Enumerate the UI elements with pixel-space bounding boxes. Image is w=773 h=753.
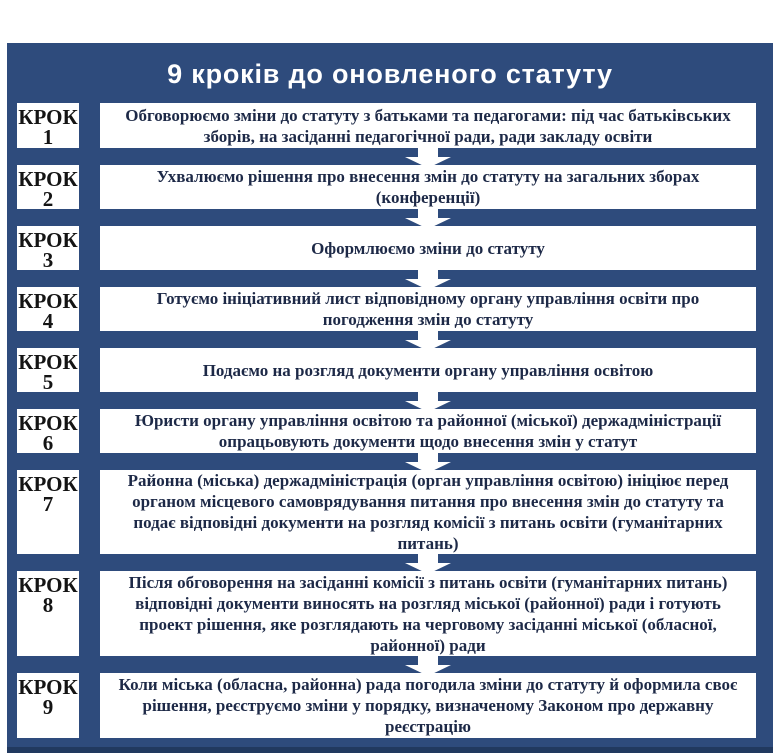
- step-description: Районна (міська) держадміністрація (орган управління освітою) ініціює перед органом місцевого самоврядування питання про внесення змін до статуту та подає відповідні документи на розгляд комісії з питань освіти (гуманітарних питань): [127, 471, 729, 553]
- step-content-box: [100, 103, 756, 148]
- down-arrow-stem: [418, 269, 438, 279]
- step-number: 2: [42, 187, 54, 211]
- step-row: [17, 103, 756, 148]
- step-number: 8: [42, 593, 54, 617]
- step-number: 6: [42, 431, 54, 455]
- step-number-box: [17, 287, 79, 331]
- down-arrow-stem: [418, 655, 438, 665]
- step-number: 7: [42, 492, 54, 516]
- steps-list: [7, 103, 773, 738]
- step-description: Після обговорення на засіданні комісії з питань освіти (гуманітарних питань) відповідні документи виносять на розгляд міської (районної) ради і готують проект рішення, яке розглядають на черговому засіданні міської (обласної, районної) ради: [128, 572, 728, 655]
- step-label: КРОК: [18, 350, 78, 374]
- step-content-box: [100, 409, 756, 453]
- step-description: Обговорюємо зміни до статуту з батьками та педагогами: під час батьківських зборів, на засіданні педагогічної ради, ради закладу освіти: [125, 105, 731, 146]
- steps-panel: [7, 43, 773, 753]
- step-description: Юристи органу управління освітою та районної (міської) держадміністрації опрацьовують документи щодо внесення змін у статут: [134, 411, 722, 451]
- step-content-box: [100, 470, 756, 554]
- step-number: 3: [42, 248, 54, 272]
- down-arrow-stem: [418, 147, 438, 157]
- step-description: Готуємо ініціативний лист відповідному органу управління освіти про погодження змін до статуту: [156, 289, 700, 329]
- step-number-box: [17, 226, 79, 270]
- step-number: 9: [42, 695, 54, 719]
- step-row: [17, 348, 756, 392]
- step-number-box: [17, 673, 79, 738]
- step-number: 4: [42, 309, 54, 333]
- step-row: [17, 409, 756, 453]
- step-label: КРОК: [18, 472, 78, 496]
- page-title: 9 кроків до оновленого статуту: [167, 59, 613, 89]
- step-row: [17, 226, 756, 270]
- step-row: [17, 470, 756, 554]
- step-content-box: [100, 571, 756, 656]
- step-description: Коли міська (обласна, районна) рада погодила зміни до статуту й оформила своє рішення, реєструємо зміни у порядку, визначеному Законом про державну реєстрацію: [118, 675, 738, 736]
- step-number-box: [17, 470, 79, 554]
- step-number-box: [17, 409, 79, 453]
- step-number: 5: [42, 370, 54, 394]
- step-content-box: [100, 226, 756, 270]
- step-content-box: [100, 287, 756, 331]
- step-number: 1: [42, 125, 54, 149]
- step-content-box: [100, 165, 756, 209]
- step-label: КРОК: [18, 228, 78, 252]
- step-row: [17, 673, 756, 738]
- step-label: КРОК: [18, 289, 78, 313]
- step-content-box: [100, 673, 756, 738]
- step-content-box: [100, 348, 756, 392]
- step-label: КРОК: [18, 573, 78, 597]
- step-description: Оформлюємо зміни до статуту: [311, 238, 545, 258]
- step-label: КРОК: [18, 675, 78, 699]
- step-label: КРОК: [18, 167, 78, 191]
- step-description: Подаємо на розгляд документи органу управління освітою: [202, 360, 654, 380]
- step-label: КРОК: [18, 411, 78, 435]
- down-arrow-stem: [418, 553, 438, 563]
- step-row: [17, 165, 756, 209]
- step-row: [17, 571, 756, 656]
- down-arrow-stem: [418, 452, 438, 462]
- down-arrow-stem: [418, 391, 438, 401]
- down-arrow-stem: [418, 330, 438, 340]
- step-row: [17, 287, 756, 331]
- step-label: КРОК: [18, 105, 78, 129]
- step-number-box: [17, 165, 79, 209]
- step-description: Ухвалюємо рішення про внесення змін до статуту на загальних зборах (конференції): [156, 167, 700, 207]
- step-number-box: [17, 571, 79, 656]
- down-arrow-stem: [418, 208, 438, 218]
- step-number-box: [17, 348, 79, 392]
- step-number-box: [17, 103, 79, 148]
